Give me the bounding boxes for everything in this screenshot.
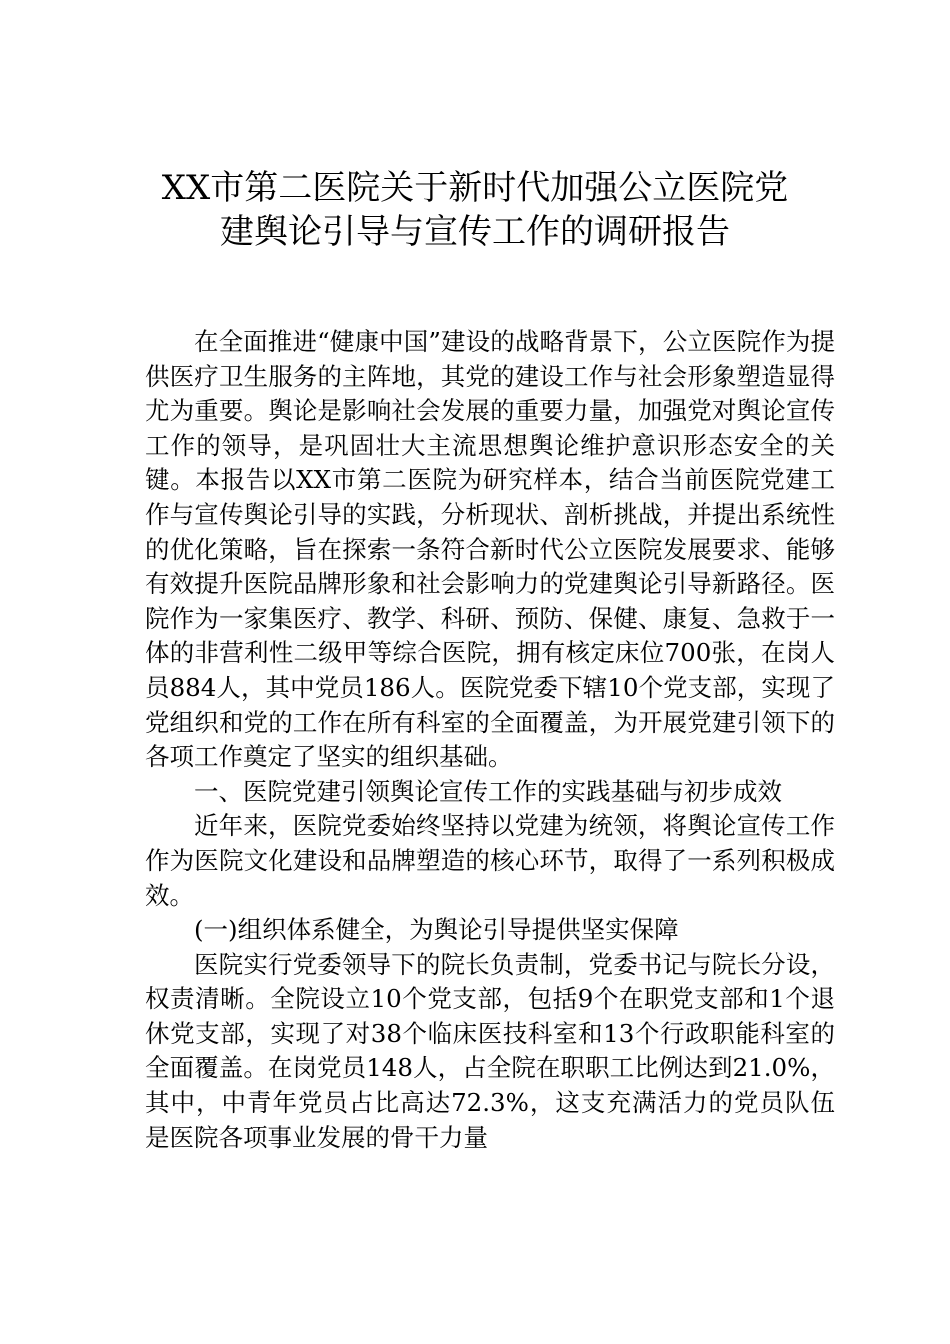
document-title-line-2: 建舆论引导与宣传工作的调研报告 (220, 212, 730, 252)
subsection-1-paragraph: 医院实行党委领导下的院长负责制，党委书记与院长分设，权责清晰。全院设立10个党支部，包括9个在职党支部和1个退休党支部，实现了对38个临床医技科室和13个行政职能科室的全面覆盖。在岗党员148人，占全院在职职工比例达到21.0%，其中，中青年党员占比高达72.3%，这支充满活力的党员队伍是医院各项事业发展的骨干力量 (145, 949, 835, 1152)
document-title-line-1: XX市第二医院关于新时代加强公立医院党 (161, 168, 789, 208)
document-body (145, 325, 835, 1155)
subsection-heading-1: (一)组织体系健全，为舆论引导提供坚实保障 (194, 915, 679, 945)
section-heading-1: 一、医院党建引领舆论宣传工作的实践基础与初步成效 (194, 776, 782, 806)
intro-paragraph: 在全面推进“健康中国”建设的战略背景下，公立医院作为提供医疗卫生服务的主阵地，其党的建设工作与社会形象塑造显得尤为重要。舆论是影响社会发展的重要力量，加强党对舆论宣传工作的领导，是巩固壮大主流思想舆论维护意识形态安全的关键。本报告以XX市第二医院为研究样本，结合当前医院党建工作与宣传舆论引导的实践，分析现状、剖析挑战，并提出系统性的优化策略，旨在探索一条符合新时代公立医院发展要求、能够有效提升医院品牌形象和社会影响力的党建舆论引导新路径。医院作为一家集医疗、教学、科研、预防、保健、康复、急救于一体的非营利性二级甲等综合医院，拥有核定床位700张，在岗人员884人，其中党员186人。医院党委下辖10个党支部，实现了党组织和党的工作在所有科室的全面覆盖，为开展党建引领下的各项工作奠定了坚实的组织基础。 (145, 327, 835, 772)
section-1-paragraph: 近年来，医院党委始终坚持以党建为统领，将舆论宣传工作作为医院文化建设和品牌塑造的核心环节，取得了一系列积极成效。 (145, 811, 835, 910)
